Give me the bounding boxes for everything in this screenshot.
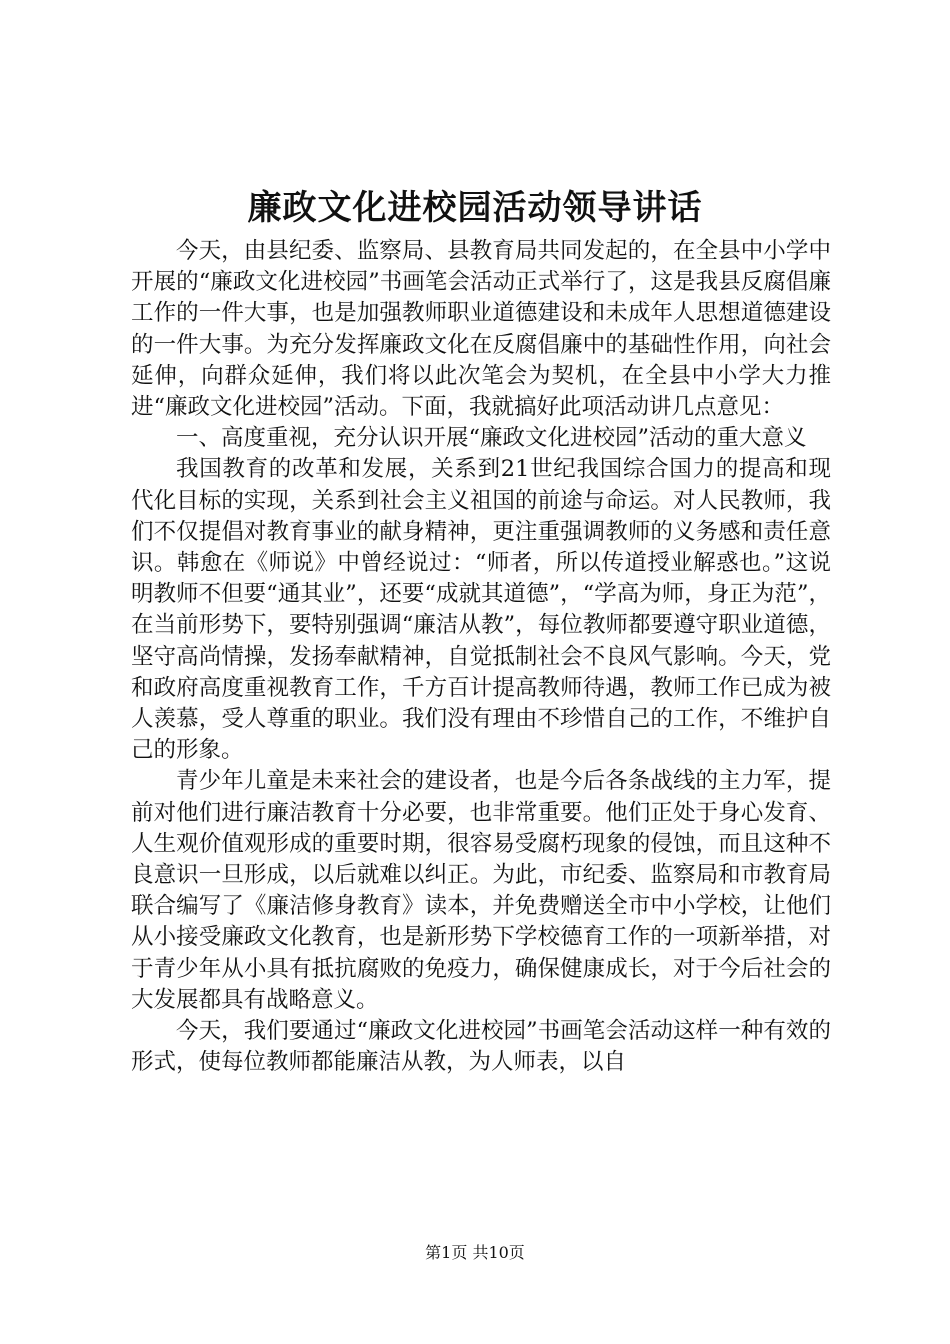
document-title: 廉政文化进校园活动领导讲话 <box>247 188 703 228</box>
section-heading-1: 一、高度重视，充分认识开展“廉政文化进校园”活动的重大意义 <box>176 425 807 452</box>
paragraph-intro: 今天，由县纪委、监察局、县教育局共同发起的，在全县中小学中开展的“廉政文化进校园”书画笔会活动正式举行了，这是我县反腐倡廉工作的一件大事，也是加强教师职业道德建设和未成年人思想道德建设的一件大事。为充分发挥廉政文化在反腐倡廉中的基础性作用，向社会延伸，向群众延伸，我们将以此次笔会为契机，在全县中小学大力推进“廉政文化进校园”活动。下面，我就搞好此项活动讲几点意见： <box>131 238 831 421</box>
paragraph-today: 今天，我们要通过“廉政文化进校园”书画笔会活动这样一种有效的形式，使每位教师都能廉洁从教，为人师表，以自 <box>131 1018 831 1076</box>
page-footer: 第1页 共10页 <box>425 1243 525 1262</box>
paragraph-education-reform: 我国教育的改革和发展，关系到21世纪我国综合国力的提高和现代化目标的实现，关系到社会主义祖国的前途与命运。对人民教师，我们不仅提倡对教育事业的献身精神，更注重强调教师的义务感和责任意识。韩愈在《师说》中曾经说过：“师者，所以传道授业解惑也。”这说明教师不但要“通其业”，还要“成就其道德”，“学高为师，身正为范”，在当前形势下，要特别强调“廉洁从教”，每位教师都要遵守职业道德，坚守高尚情操，发扬奉献精神，自觉抵制社会不良风气影响。今天，党和政府高度重视教育工作，千方百计提高教师待遇，教师工作已成为被人羡慕，受人尊重的职业。我们没有理由不珍惜自己的工作，不维护自己的形象。 <box>131 456 831 764</box>
document-body <box>131 236 831 1078</box>
paragraph-youth: 青少年儿童是未来社会的建设者，也是今后各条战线的主力军，提前对他们进行廉洁教育十分必要，也非常重要。他们正处于身心发育、人生观价值观形成的重要时期，很容易受腐朽现象的侵蚀，而且这种不良意识一旦形成，以后就难以纠正。为此，市纪委、监察局和市教育局联合编写了《廉洁修身教育》读本，并免费赠送全市中小学校，让他们从小接受廉政文化教育，也是新形势下学校德育工作的一项新举措，对于青少年从小具有抵抗腐败的免疫力，确保健康成长，对于今后社会的大发展都具有战略意义。 <box>131 768 831 1013</box>
